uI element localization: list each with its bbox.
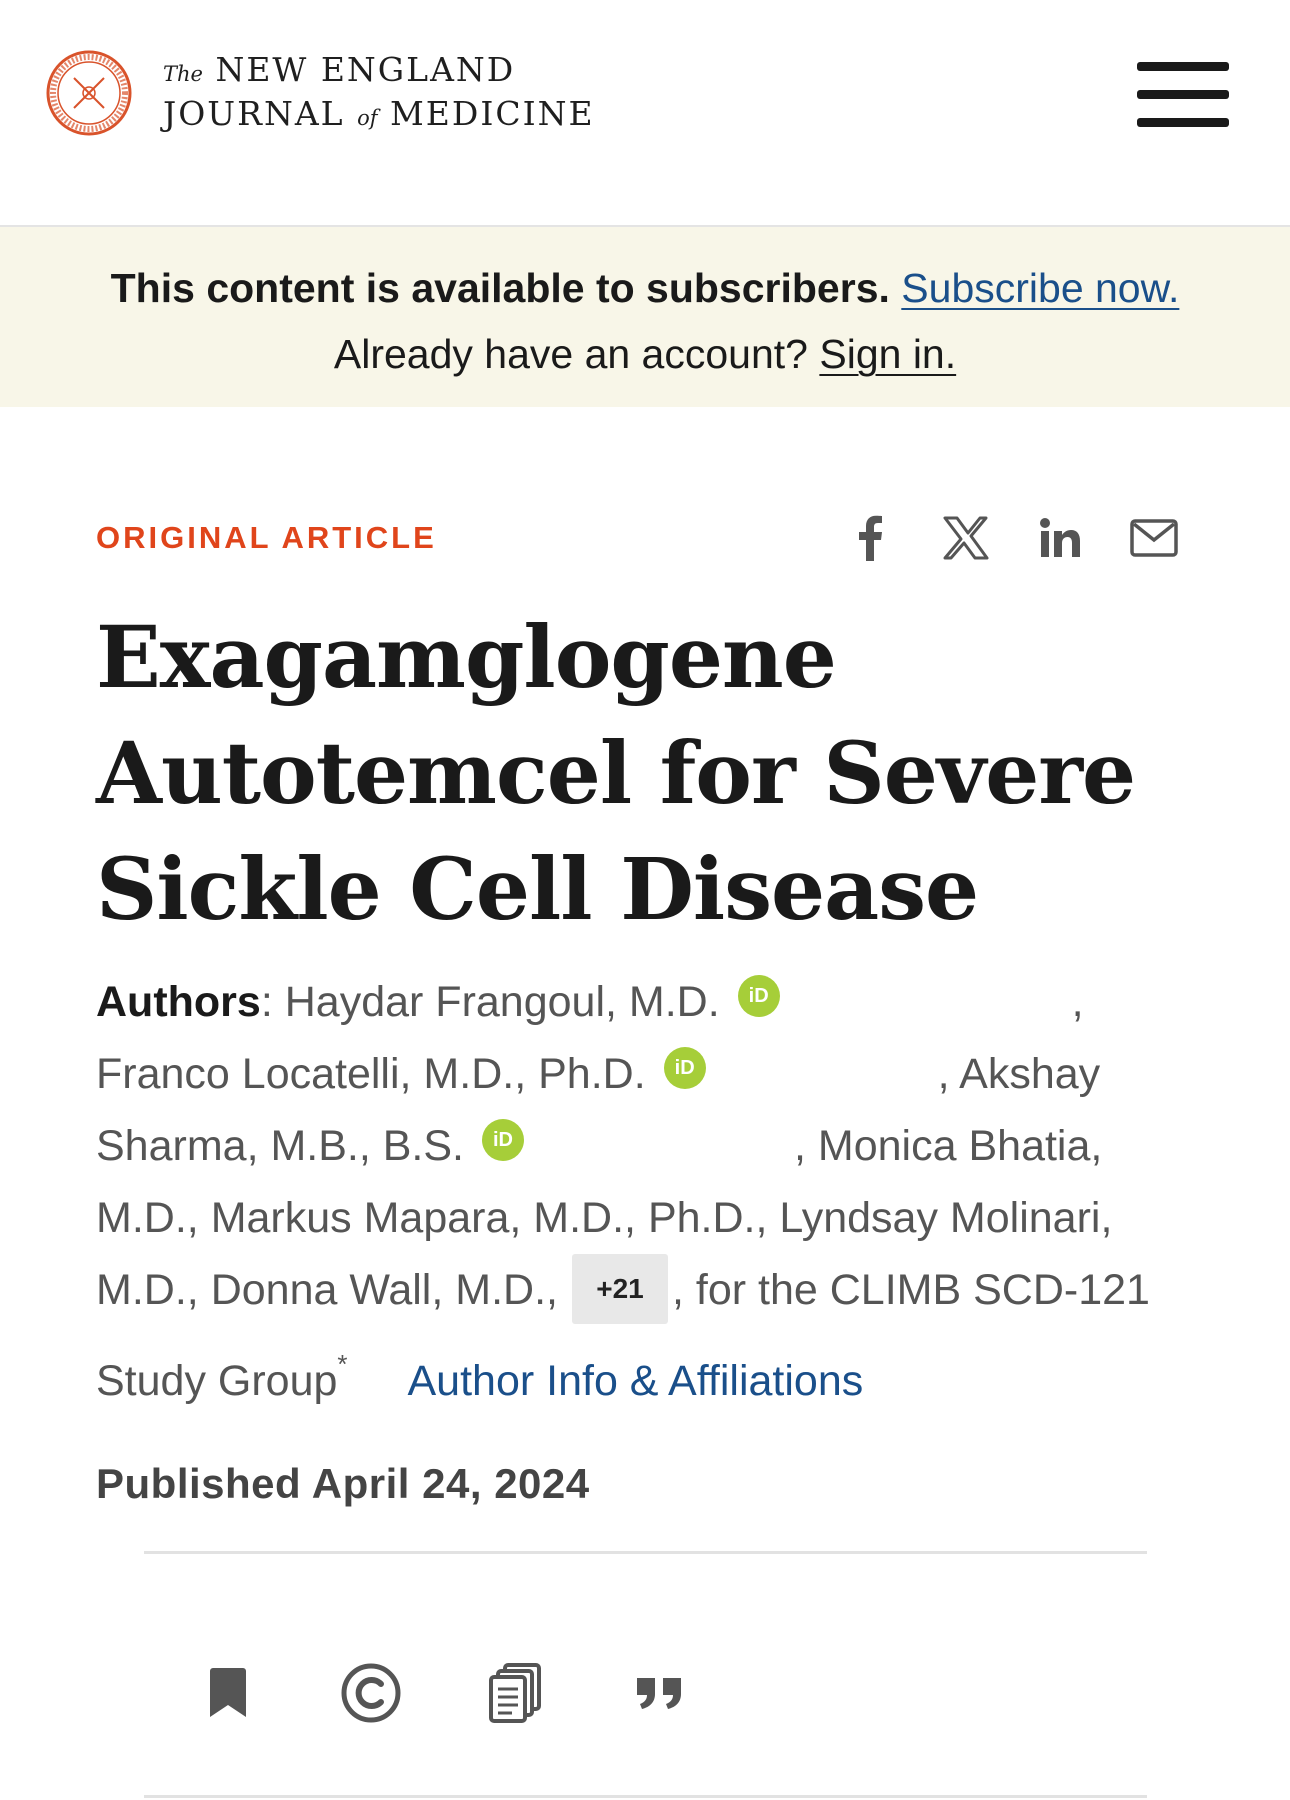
logo-journal: JOURNAL	[163, 94, 345, 133]
study-group: for the CLIMB SCD-121 Study Group	[96, 1266, 1150, 1405]
x-icon[interactable]	[936, 508, 996, 568]
banner-message	[40, 255, 1250, 387]
more-authors-button[interactable]: +21	[572, 1254, 668, 1324]
article-type-label: ORIGINAL ARTICLE	[96, 520, 437, 555]
copyright-icon[interactable]	[336, 1658, 406, 1728]
author-list: Authors: Haydar Frangoul, M.D. iD , Franco Locatelli, M.D., Ph.D. iD , Akshay Sharma, M.B., B.S. iD , Monica Bhatia, M.D., Markus Mapara, M.D., Ph.D., Lyndsay Molinari, M.D., Donna Wall, M.D., +21 , for the CLIMB SCD-121 Study Group* Author Info & Affiliations	[96, 966, 1206, 1417]
orcid-icon[interactable]: iD	[482, 1119, 524, 1161]
subscriber-banner	[0, 227, 1290, 407]
footnote-star: *	[337, 1348, 348, 1379]
subscribe-now-link[interactable]: Subscribe now.	[901, 265, 1180, 311]
logo-the: The	[163, 62, 203, 86]
quote-icon[interactable]	[625, 1658, 695, 1728]
banner-lead: This content is available to subscribers.	[110, 265, 890, 311]
share-bar	[840, 508, 1190, 568]
hamburger-menu-icon[interactable]	[1137, 60, 1229, 128]
orcid-icon[interactable]: iD	[664, 1047, 706, 1089]
author-name[interactable]: Lyndsay Molinari, M.D.	[96, 1194, 1113, 1314]
article-title: Exagamglogene Autotemcel for Severe Sickle Cell Disease	[96, 608, 1136, 940]
logo-new-england: NEW ENGLAND	[215, 50, 516, 89]
site-header	[0, 0, 1290, 227]
author-name[interactable]: Akshay Sharma, M.B., B.S.	[96, 1050, 1101, 1170]
sign-in-link[interactable]: Sign in.	[819, 331, 957, 377]
author-name[interactable]: Markus Mapara, M.D., Ph.D.	[210, 1194, 756, 1242]
bookmark-icon[interactable]	[193, 1658, 263, 1728]
nejm-seal-logo[interactable]	[46, 50, 132, 136]
author-name[interactable]: Haydar Frangoul, M.D.	[284, 978, 720, 1026]
copy-pages-icon[interactable]	[480, 1658, 550, 1728]
author-name[interactable]: Franco Locatelli, M.D., Ph.D.	[96, 1050, 646, 1098]
linkedin-icon[interactable]	[1030, 508, 1090, 568]
authors-label: Authors	[96, 978, 261, 1026]
author-name[interactable]: Monica Bhatia, M.D.	[96, 1122, 1103, 1242]
logo-medicine: MEDICINE	[389, 94, 595, 133]
nejm-wordmark[interactable]	[163, 50, 595, 138]
divider	[144, 1795, 1147, 1798]
author-info-affiliations-link[interactable]: Author Info & Affiliations	[407, 1356, 864, 1405]
orcid-icon[interactable]: iD	[738, 975, 780, 1017]
authors-colon: :	[260, 978, 273, 1026]
email-icon[interactable]	[1124, 508, 1184, 568]
logo-of: of	[357, 106, 378, 130]
author-name[interactable]: Donna Wall, M.D.	[210, 1266, 547, 1314]
banner-already: Already have an account?	[333, 331, 808, 377]
published-date: Published April 24, 2024	[96, 1460, 590, 1507]
divider	[144, 1551, 1147, 1554]
facebook-icon[interactable]	[840, 508, 900, 568]
